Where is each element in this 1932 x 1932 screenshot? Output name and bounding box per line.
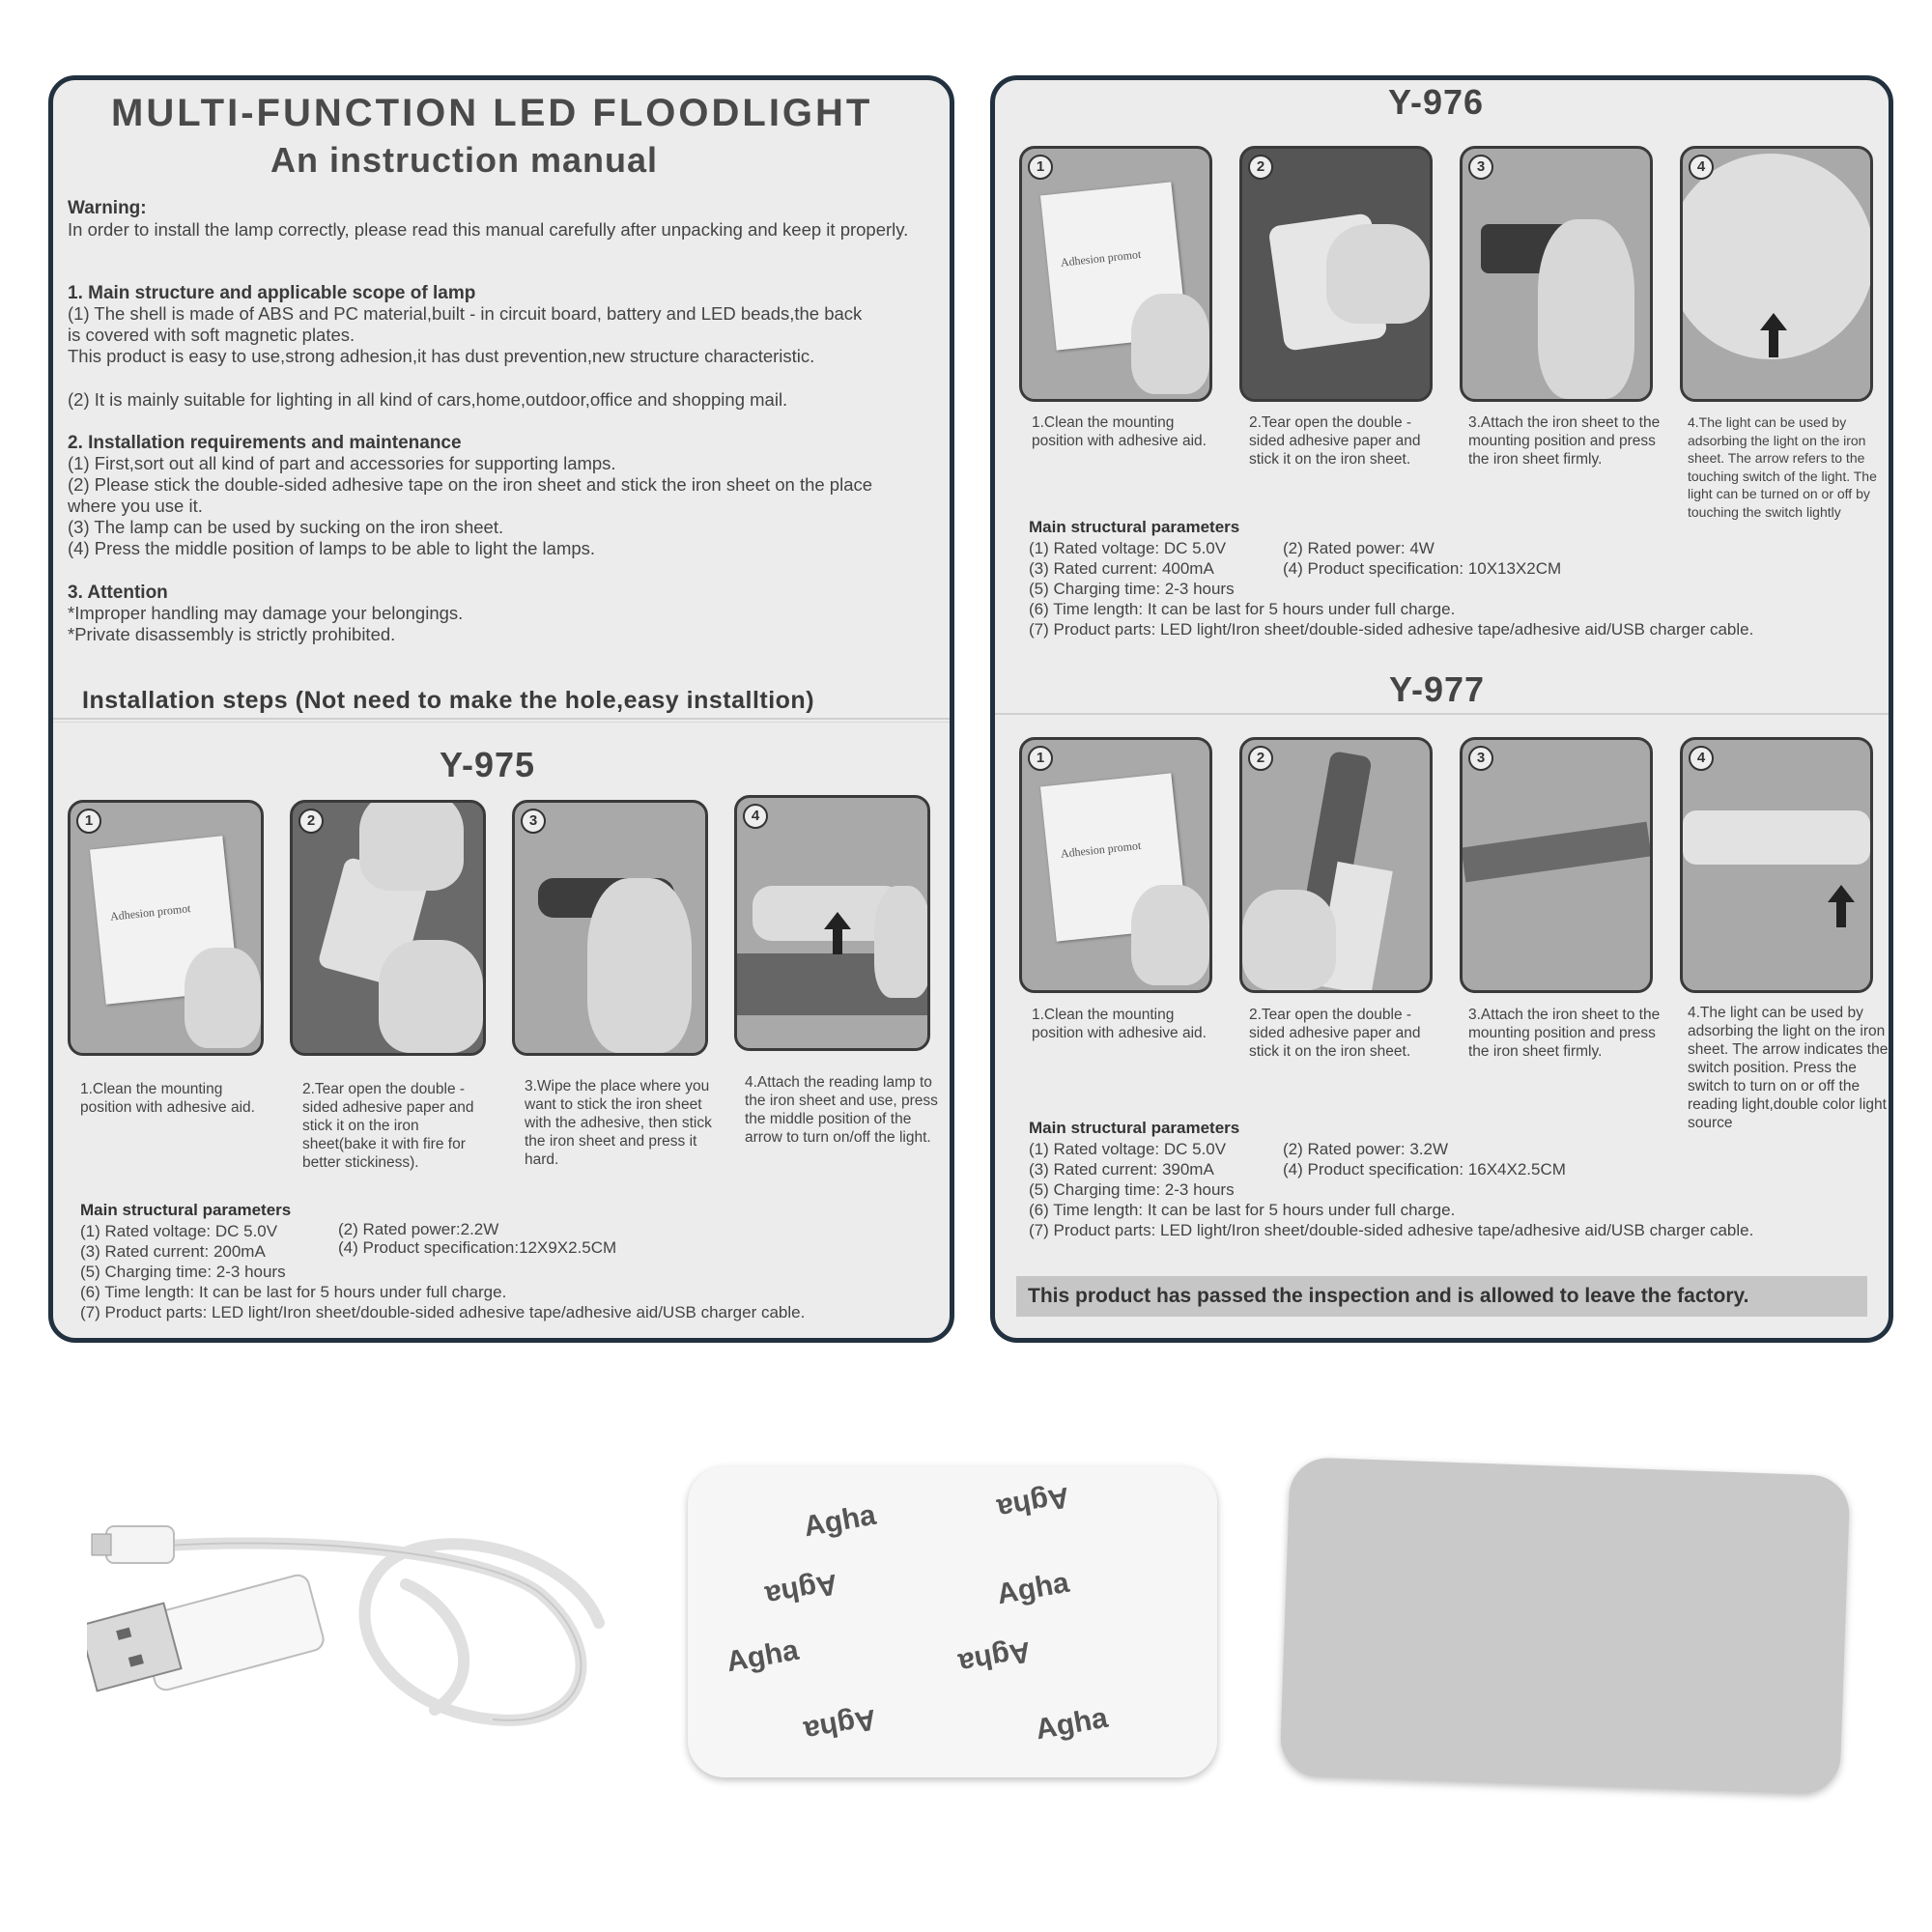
tape-brand-text: Agha	[955, 1634, 1034, 1680]
step-caption: 4.Attach the reading lamp to the iron sheet and use, press the middle position of the arrow to turn on/off the light.	[745, 1074, 938, 1146]
manual-sheet-right	[990, 75, 1893, 1343]
section-line: *Improper handling may damage your belongings.	[68, 603, 464, 623]
step-4-photo	[1680, 146, 1873, 402]
step-number: 3	[1468, 155, 1493, 180]
tape-brand-text: Agha	[994, 1480, 1072, 1525]
section-line: This product is easy to use,strong adhesion,it has dust prevention,new structure characteristic.	[68, 346, 815, 366]
tape-brand-text: Agha	[801, 1498, 879, 1544]
tape-brand-text: Agha	[1033, 1701, 1111, 1747]
param: (4) Product specification: 16X4X2.5CM	[1283, 1160, 1566, 1179]
tape-brand-text: Agha	[801, 1702, 879, 1747]
installation-heading: Installation steps (Not need to make the hole,easy installtion)	[82, 687, 815, 714]
step-caption: 4.The light can be used by adsorbing the light on the iron sheet. The arrow refers to the touching switch of the light. The light can be turned on or off by touching the switch lightly	[1688, 414, 1877, 520]
step-4-photo	[734, 795, 930, 1051]
param: (3) Rated current: 390mA	[1029, 1160, 1214, 1179]
hand	[1242, 890, 1336, 990]
step-number: 4	[743, 804, 768, 829]
arrow-up-icon	[1828, 885, 1855, 902]
step-3-photo	[512, 800, 708, 1056]
param: (2) Rated power: 3.2W	[1283, 1140, 1449, 1158]
param: (2) Rated power: 4W	[1283, 539, 1435, 557]
model-label-y975: Y-975	[440, 745, 536, 784]
tape-brand-text: Agha	[762, 1567, 840, 1612]
step-number: 3	[521, 809, 546, 834]
step-caption: 3.Attach the iron sheet to the mounting position and press the iron sheet firmly.	[1468, 1007, 1661, 1060]
params-title: Main structural parameters	[1029, 518, 1240, 536]
hand	[1131, 294, 1209, 394]
params-title: Main structural parameters	[80, 1201, 292, 1219]
param: (4) Product specification:12X9X2.5CM	[338, 1238, 617, 1257]
adhesion-label: Adhesion promot	[1060, 247, 1143, 270]
iron-sheet-plate	[1279, 1457, 1850, 1795]
param: (5) Charging time: 2-3 hours	[80, 1263, 286, 1281]
step-1-photo	[68, 800, 264, 1056]
arrow-stem	[1836, 902, 1846, 927]
step-caption: 2.Tear open the double -sided adhesive paper and stick it on the iron sheet.	[1249, 414, 1421, 468]
step-number: 2	[298, 809, 324, 834]
step-caption: 2.Tear open the double -sided adhesive paper and stick it on the iron sheet(bake it with fire for better stickiness).	[302, 1081, 474, 1171]
step-number: 4	[1689, 746, 1714, 771]
param: (2) Rated power:2.2W	[338, 1220, 499, 1238]
step-1-photo	[1019, 737, 1212, 993]
model-label-y976: Y-976	[1388, 82, 1485, 122]
hand	[1538, 219, 1635, 399]
step-caption: 2.Tear open the double -sided adhesive paper and stick it on the iron sheet.	[1249, 1007, 1421, 1060]
section-heading: 2. Installation requirements and maintenance	[68, 433, 462, 453]
step-4-photo	[1680, 737, 1873, 993]
manual-title: MULTI-FUNCTION LED FLOODLIGHT	[111, 92, 873, 134]
hand	[379, 940, 483, 1053]
step-caption: 1.Clean the mounting position with adhesive aid.	[80, 1081, 255, 1116]
step-1-photo	[1019, 146, 1212, 402]
param: (6) Time length: It can be last for 5 hours under full charge.	[1029, 1201, 1456, 1219]
iron-strip	[1461, 822, 1651, 883]
step-caption: 1.Clean the mounting position with adhesive aid.	[1032, 414, 1207, 449]
model-label-y977: Y-977	[1389, 669, 1486, 709]
param: (1) Rated voltage: DC 5.0V	[1029, 1140, 1227, 1158]
step-number: 1	[1028, 155, 1053, 180]
warning-text: In order to install the lamp correctly, please read this manual carefully after unpacking and keep it properly.	[68, 219, 909, 240]
hand	[874, 886, 930, 999]
adhesion-label: Adhesion promot	[1060, 838, 1143, 862]
param: (6) Time length: It can be last for 5 hours under full charge.	[80, 1283, 507, 1301]
param: (5) Charging time: 2-3 hours	[1029, 1180, 1235, 1199]
step-caption: 1.Clean the mounting position with adhesive aid.	[1032, 1007, 1207, 1041]
hand	[185, 948, 261, 1048]
step-number: 1	[1028, 746, 1053, 771]
step-number: 4	[1689, 155, 1714, 180]
bar-lamp	[1683, 810, 1870, 866]
section-line: (4) Press the middle position of lamps to be able to light the lamps.	[68, 538, 596, 558]
step-number: 2	[1248, 155, 1273, 180]
section-line: (2) It is mainly suitable for lighting in all kind of cars,home,outdoor,office and shopping mail.	[68, 389, 788, 410]
arrow-stem	[833, 929, 842, 954]
double-sided-adhesive-tape	[688, 1466, 1217, 1777]
section-heading: 1. Main structure and applicable scope of lamp	[68, 283, 476, 303]
arrow-up-icon	[1760, 313, 1787, 330]
param: (3) Rated current: 200mA	[80, 1242, 266, 1261]
step-2-photo	[290, 800, 486, 1056]
param: (1) Rated voltage: DC 5.0V	[1029, 539, 1227, 557]
arrow-stem	[1769, 330, 1778, 357]
warning-heading: Warning:	[68, 198, 147, 218]
fold-line	[53, 718, 950, 720]
section-line: (3) The lamp can be used by sucking on the iron sheet.	[68, 517, 504, 537]
step-2-photo	[1239, 146, 1433, 402]
step-caption: 3.Wipe the place where you want to stick the iron sheet with the adhesive, then stick the iron sheet and press it hard.	[525, 1078, 712, 1168]
section-line: (1) First,sort out all kind of part and accessories for supporting lamps.	[68, 453, 616, 473]
tape-brand-text: Agha	[994, 1566, 1072, 1611]
step-2-photo	[1239, 737, 1433, 993]
hand	[359, 800, 464, 891]
tape-brand-text: Agha	[724, 1634, 802, 1679]
arrow-up-icon	[824, 912, 851, 929]
step-number: 1	[76, 809, 101, 834]
manual-sheet-left	[48, 75, 954, 1343]
step-caption: 3.Attach the iron sheet to the mounting position and press the iron sheet firmly.	[1468, 414, 1661, 468]
params-title: Main structural parameters	[1029, 1119, 1240, 1137]
usb-cable	[87, 1517, 667, 1758]
param: (7) Product parts: LED light/Iron sheet/double-sided adhesive tape/adhesive aid/USB charger cable.	[1029, 620, 1754, 639]
inspection-banner: This product has passed the inspection and is allowed to leave the factory.	[1016, 1276, 1867, 1317]
step-3-photo	[1460, 737, 1653, 993]
step-caption: 4.The light can be used by adsorbing the light on the iron sheet. The arrow indicates the switch position. Press the switch to turn on or off the reading light,double color light source	[1688, 1005, 1889, 1131]
param: (6) Time length: It can be last for 5 hours under full charge.	[1029, 600, 1456, 618]
micro-usb-plug	[106, 1526, 174, 1563]
param: (7) Product parts: LED light/Iron sheet/double-sided adhesive tape/adhesive aid/USB charger cable.	[80, 1303, 806, 1321]
hand	[1326, 224, 1430, 325]
adhesion-label: Adhesion promot	[108, 901, 191, 924]
param: (4) Product specification: 10X13X2CM	[1283, 559, 1562, 578]
section-line: *Private disassembly is strictly prohibited.	[68, 624, 396, 644]
hand	[587, 878, 692, 1053]
fold-line	[995, 713, 1889, 715]
section-line: (2) Please stick the double-sided adhesive tape on the iron sheet and stick the iron sheet on the place where you use it.	[68, 474, 873, 516]
param: (5) Charging time: 2-3 hours	[1029, 580, 1235, 598]
step-3-photo	[1460, 146, 1653, 402]
step-number: 2	[1248, 746, 1273, 771]
param: (7) Product parts: LED light/Iron sheet/double-sided adhesive tape/adhesive aid/USB charger cable.	[1029, 1221, 1754, 1239]
fold-line	[53, 722, 950, 723]
manual-subtitle: An instruction manual	[270, 140, 659, 180]
step-number: 3	[1468, 746, 1493, 771]
section-heading: 3. Attention	[68, 582, 168, 603]
param: (1) Rated voltage: DC 5.0V	[80, 1222, 278, 1240]
hand	[1131, 885, 1209, 985]
section-line: (1) The shell is made of ABS and PC material,built - in circuit board, battery and LED beads,the back is covered with soft magnetic plates.	[68, 303, 863, 345]
param: (3) Rated current: 400mA	[1029, 559, 1214, 578]
